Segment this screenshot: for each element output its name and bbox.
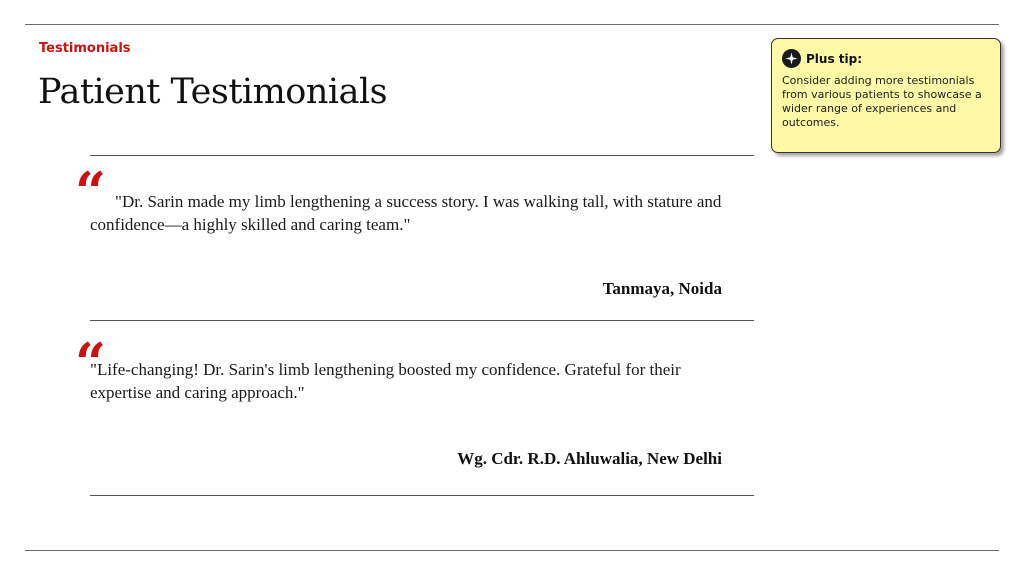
sparkle-icon	[782, 49, 801, 68]
plus-tip-callout	[771, 38, 1001, 153]
testimonial-divider	[90, 155, 754, 156]
tip-title: Plus tip:	[806, 51, 863, 66]
testimonial-author: Wg. Cdr. R.D. Ahluwalia, New Delhi	[457, 449, 722, 468]
testimonial-quote: "Dr. Sarin made my limb lengthening a success story. I was walking tall, with stature and confidence—a highly skilled and caring team."	[90, 192, 722, 234]
bottom-divider	[25, 550, 999, 551]
tip-body: Consider adding more testimonials from various patients to showcase a wider range of experiences and outcomes.	[782, 74, 982, 129]
tip-header	[782, 49, 990, 68]
quote-icon: “	[75, 331, 107, 395]
testimonial-quote: "Life-changing! Dr. Sarin's limb lengthening boosted my confidence. Grateful for their expertise and caring approach."	[90, 360, 681, 402]
section-label: Testimonials	[39, 41, 131, 56]
top-divider	[25, 24, 999, 25]
testimonial-divider	[90, 495, 754, 496]
quote-icon: “	[75, 160, 107, 224]
testimonial-author: Tanmaya, Noida	[602, 279, 722, 298]
page-title: Patient Testimonials	[38, 72, 388, 112]
testimonial-divider	[90, 320, 754, 321]
